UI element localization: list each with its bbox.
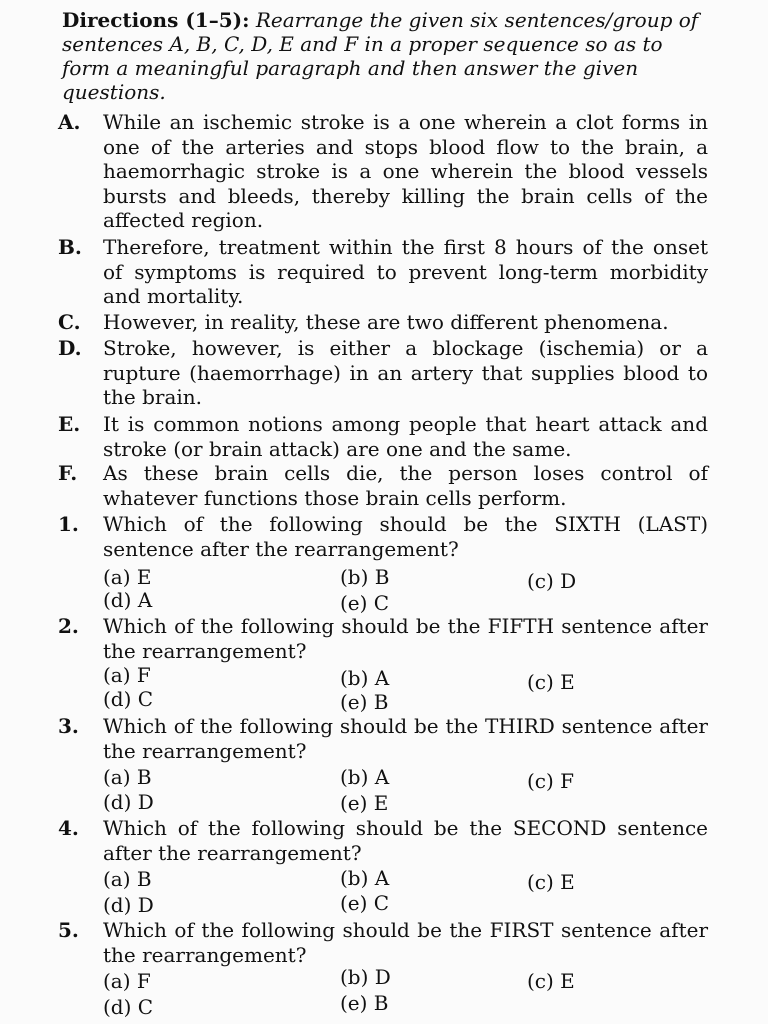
option-a[interactable]: (a) E xyxy=(103,565,152,589)
question-text: Which of the following should be the SECOND sentence after the rearrangement? xyxy=(103,816,708,865)
question-2 xyxy=(58,614,708,663)
option-a[interactable]: (a) F xyxy=(103,969,151,993)
sentence-label: E. xyxy=(58,412,81,436)
option-c[interactable]: (c) E xyxy=(527,969,575,993)
option-e[interactable]: (e) C xyxy=(340,591,390,615)
option-a[interactable]: (a) F xyxy=(103,663,151,687)
question-text: Which of the following should be the SIXTH (LAST) sentence after the rearrangement? xyxy=(103,512,708,561)
option-d[interactable]: (d) D xyxy=(103,790,154,814)
sentence-label: C. xyxy=(58,310,81,334)
directions-text: Rearrange the given six sentences/group of sentences A, B, C, D, E and F in a proper sequence so as to form a meaningful paragraph and then answer the given questions. xyxy=(62,8,699,104)
option-c[interactable]: (c) E xyxy=(527,870,575,894)
option-b[interactable]: (b) B xyxy=(340,565,390,589)
question-number: 1. xyxy=(58,512,79,536)
question-text: Which of the following should be the FIRST sentence after the rearrangement? xyxy=(103,918,708,967)
sentence-f xyxy=(58,461,708,510)
option-a[interactable]: (a) B xyxy=(103,867,152,891)
option-b[interactable]: (b) A xyxy=(340,666,390,690)
question-number: 4. xyxy=(58,816,79,840)
question-number: 5. xyxy=(58,918,79,942)
sentence-text: However, in reality, these are two different phenomena. xyxy=(103,310,669,334)
sentence-text: As these brain cells die, the person loses control of whatever functions those brain cells perform. xyxy=(103,461,708,510)
question-number: 2. xyxy=(58,614,79,638)
option-e[interactable]: (e) B xyxy=(340,690,389,714)
option-b[interactable]: (b) A xyxy=(340,765,390,789)
option-a[interactable]: (a) B xyxy=(103,765,152,789)
question-4 xyxy=(58,816,708,865)
sentence-label: A. xyxy=(58,110,81,134)
option-c[interactable]: (c) E xyxy=(527,670,575,694)
sentence-a xyxy=(58,110,708,233)
sentence-text: Therefore, treatment within the first 8 hours of the onset of symptoms is required to prevent long-term morbidity and mortality. xyxy=(103,235,708,308)
option-b[interactable]: (b) A xyxy=(340,866,390,890)
option-d[interactable]: (d) D xyxy=(103,893,154,917)
sentence-label: D. xyxy=(58,336,82,360)
sentence-e xyxy=(58,412,708,461)
directions-heading: Directions (1–5): xyxy=(62,8,250,32)
question-text: Which of the following should be the FIFTH sentence after the rearrangement? xyxy=(103,614,708,663)
option-e[interactable]: (e) B xyxy=(340,991,389,1015)
option-b[interactable]: (b) D xyxy=(340,965,391,989)
question-3 xyxy=(58,714,708,763)
sentence-text: It is common notions among people that heart attack and stroke (or brain attack) are one and the same. xyxy=(103,412,708,461)
question-number: 3. xyxy=(58,714,79,738)
option-d[interactable]: (d) C xyxy=(103,995,154,1019)
option-e[interactable]: (e) E xyxy=(340,791,389,815)
option-d[interactable]: (d) C xyxy=(103,687,154,711)
sentence-text: Stroke, however, is either a blockage (ischemia) or a rupture (haemorrhage) in an artery that supplies blood to the brain. xyxy=(103,336,708,409)
sentence-text: While an ischemic stroke is a one wherein a clot forms in one of the arteries and stops blood flow to the brain, a haemorrhagic stroke is a one wherein the blood vessels bursts and bleeds, thereby killing the brain cells of the affected region. xyxy=(103,110,708,232)
sentence-label: F. xyxy=(58,461,78,485)
question-text: Which of the following should be the THIRD sentence after the rearrangement? xyxy=(103,714,708,763)
question-5 xyxy=(58,918,708,967)
option-c[interactable]: (c) F xyxy=(527,769,575,793)
sentence-c xyxy=(58,310,708,335)
sentence-d xyxy=(58,336,708,410)
option-c[interactable]: (c) D xyxy=(527,569,577,593)
option-e[interactable]: (e) C xyxy=(340,891,390,915)
sentence-label: B. xyxy=(58,235,82,259)
sentence-b xyxy=(58,235,708,309)
question-1 xyxy=(58,512,708,561)
directions-block xyxy=(62,8,712,104)
option-d[interactable]: (d) A xyxy=(103,588,153,612)
